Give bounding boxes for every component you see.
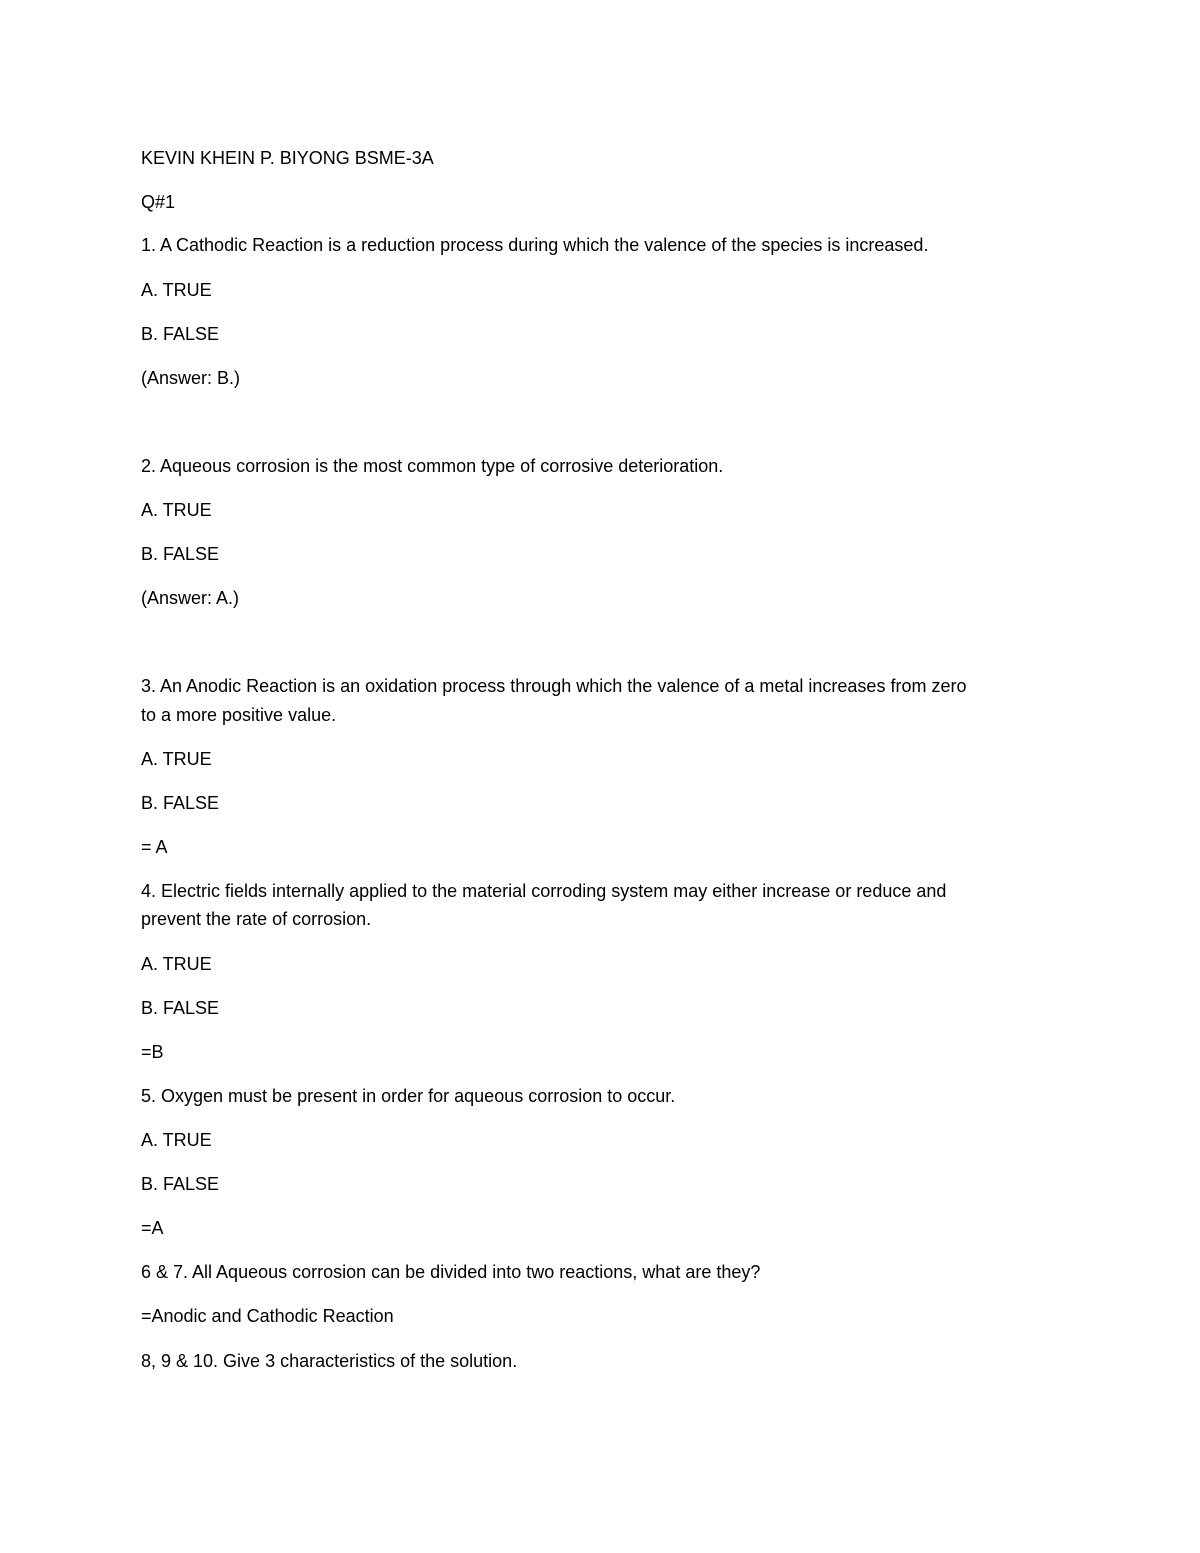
question-4-option-b: B. FALSE (141, 998, 220, 1018)
question-1-option-a: A. TRUE (141, 280, 212, 300)
question-3-text-line2: to a more positive value. (141, 705, 337, 725)
question-5-text: 5. Oxygen must be present in order for aqueous corrosion to occur. (141, 1086, 676, 1106)
question-3-answer: = A (141, 837, 168, 857)
question-6-7-answer: =Anodic and Cathodic Reaction (141, 1306, 394, 1326)
question-4-answer: =B (141, 1042, 164, 1062)
question-2-option-a: A. TRUE (141, 500, 212, 520)
question-5-option-b: B. FALSE (141, 1174, 220, 1194)
question-1-answer: (Answer: B.) (141, 368, 241, 388)
question-1-text: 1. A Cathodic Reaction is a reduction process during which the valence of the species is increased. (141, 235, 929, 255)
question-8-10-text: 8, 9 & 10. Give 3 characteristics of the solution. (141, 1351, 518, 1371)
question-1-option-b: B. FALSE (141, 324, 220, 344)
question-2-text: 2. Aqueous corrosion is the most common type of corrosive deterioration. (141, 456, 724, 476)
author-line: KEVIN KHEIN P. BIYONG BSME-3A (141, 148, 434, 168)
question-4-option-a: A. TRUE (141, 954, 212, 974)
question-4-text-line1: 4. Electric fields internally applied to the material corroding system may either increase or reduce and (141, 881, 947, 901)
question-3-option-b: B. FALSE (141, 793, 220, 813)
question-2-option-b: B. FALSE (141, 544, 220, 564)
quiz-label: Q#1 (141, 192, 176, 212)
question-4-text-line2: prevent the rate of corrosion. (141, 909, 372, 929)
question-3-option-a: A. TRUE (141, 749, 212, 769)
question-3-text-line1: 3. An Anodic Reaction is an oxidation process through which the valence of a metal increases from zero (141, 676, 967, 696)
question-2-answer: (Answer: A.) (141, 588, 240, 608)
question-6-7-text: 6 & 7. All Aqueous corrosion can be divided into two reactions, what are they? (141, 1262, 761, 1282)
question-5-answer: =A (141, 1218, 164, 1238)
question-5-option-a: A. TRUE (141, 1130, 212, 1150)
